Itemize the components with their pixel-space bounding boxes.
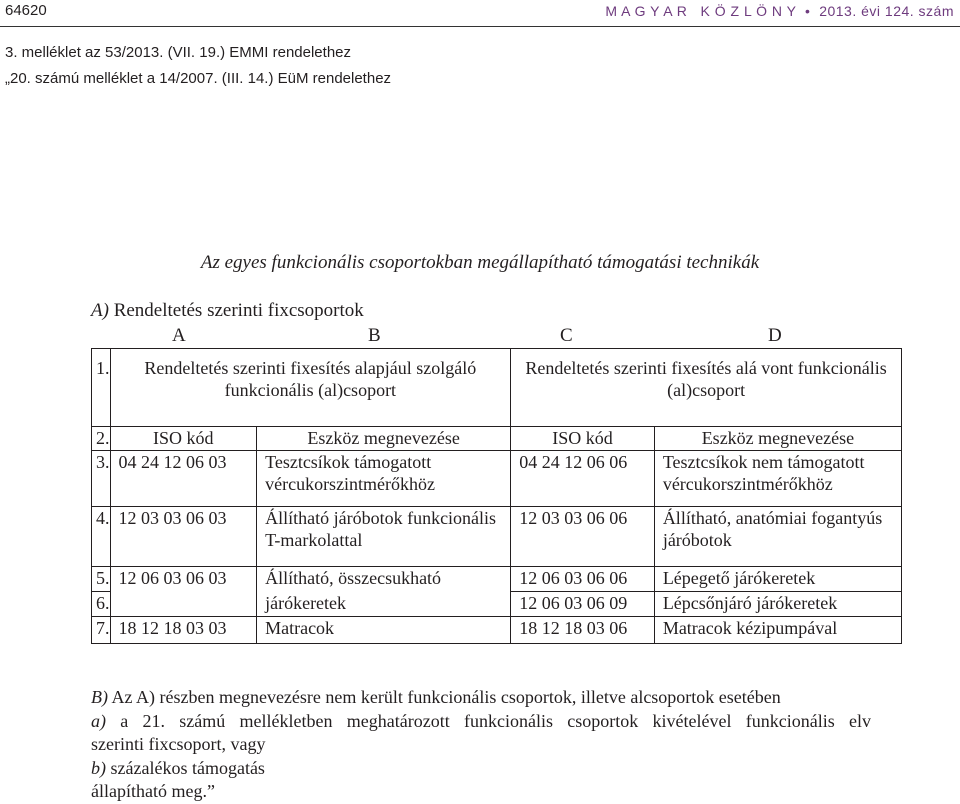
document-title: Az egyes funkcionális csoportokban megállapítható támogatási technikák xyxy=(200,252,760,273)
closing-line: állapítható meg.” xyxy=(91,781,215,801)
iso-code: 04 24 12 06 03 xyxy=(110,451,257,507)
iso-code: 18 12 18 03 03 xyxy=(110,617,257,644)
row-number: 1. xyxy=(92,349,111,427)
iso-code: 12 06 03 06 06 xyxy=(511,567,655,592)
header-rule xyxy=(0,26,960,27)
iso-code: 12 06 03 06 09 xyxy=(511,592,655,617)
journal-title: M A G Y A R K Ö Z L Ö N Y • 2013. évi 124. szám xyxy=(605,3,954,19)
iso-code: 04 24 12 06 06 xyxy=(511,451,655,507)
iso-code: 12 03 03 06 03 xyxy=(110,507,257,567)
device-name: Állítható, anatómiai fogantyús járóbotok xyxy=(654,507,901,567)
section-b-line: Az A) részben megnevezésre nem került funkcionális csoportok, illetve alcsoportok esetében xyxy=(108,687,781,707)
item-a-text: a 21. számú mellékletben meghatározott funkcionális csoportok kivételével funkcionális elv xyxy=(106,710,871,731)
table-row xyxy=(92,427,902,451)
row-number: 3. xyxy=(92,451,111,507)
column-label-c: C xyxy=(560,325,573,346)
section-b xyxy=(91,686,871,804)
item-b-prefix: b) xyxy=(91,757,106,778)
row-number: 2. xyxy=(92,427,111,451)
device-name: Állítható járóbotok funkcionális T-markolattal xyxy=(257,507,511,567)
row-number: 4. xyxy=(92,507,111,567)
column-header-name: Eszköz megnevezése xyxy=(654,427,901,451)
base-group-header: Rendeltetés szerinti fixesítés alapjául szolgáló funkcionális (al)csoport xyxy=(110,349,511,427)
table-row xyxy=(92,451,902,507)
row-number: 5. xyxy=(92,567,111,592)
annex-reference: „20. számú melléklet a 14/2007. (III. 14.) EüM rendelethez xyxy=(5,70,392,87)
annex-reference: 3. melléklet az 53/2013. (VII. 19.) EMMI rendelethez xyxy=(5,44,352,61)
iso-code xyxy=(110,592,257,617)
device-name: Matracok kézipumpával xyxy=(654,617,901,644)
fixed-groups-table xyxy=(91,348,902,644)
table-row xyxy=(92,507,902,567)
table-row xyxy=(92,592,902,617)
device-name: járókeretek xyxy=(257,592,511,617)
device-name: Állítható, összecsukható xyxy=(257,567,511,592)
section-a-text: Rendeltetés szerinti fixcsoportok xyxy=(108,300,364,321)
row-number: 7. xyxy=(92,617,111,644)
column-header-name: Eszköz megnevezése xyxy=(257,427,511,451)
section-b-intro xyxy=(91,686,871,710)
page-header xyxy=(0,0,960,36)
iso-code: 12 06 03 06 03 xyxy=(110,567,257,592)
page-number: 64620 xyxy=(5,2,47,19)
section-b-prefix: B) xyxy=(91,687,108,707)
column-header-iso: ISO kód xyxy=(110,427,257,451)
section-a-prefix: A) xyxy=(91,300,109,321)
column-header-iso: ISO kód xyxy=(511,427,655,451)
row-number: 6. xyxy=(92,592,111,617)
fixed-group-header: Rendeltetés szerinti fixesítés alá vont funkcionális (al)csoport xyxy=(511,349,902,427)
item-a xyxy=(91,710,871,734)
column-label-d: D xyxy=(768,325,782,346)
item-a-prefix: a) xyxy=(91,710,106,731)
iso-code: 12 03 03 06 06 xyxy=(511,507,655,567)
section-a-heading xyxy=(91,300,364,322)
item-b xyxy=(91,757,871,781)
item-a-continuation: szerinti fixcsoport, vagy xyxy=(91,734,266,754)
device-name: Lépegető járókeretek xyxy=(654,567,901,592)
column-label-b: B xyxy=(368,325,381,346)
table-row xyxy=(92,617,902,644)
device-name: Lépcsőnjáró járókeretek xyxy=(654,592,901,617)
item-b-text: százalékos támogatás xyxy=(106,757,265,778)
device-name: Tesztcsíkok nem támogatott vércukorszintmérőkhöz xyxy=(654,451,901,507)
device-name: Matracok xyxy=(257,617,511,644)
table-row xyxy=(92,349,902,427)
table-row xyxy=(92,567,902,592)
iso-code: 18 12 18 03 06 xyxy=(511,617,655,644)
column-label-a: A xyxy=(172,325,186,346)
device-name: Tesztcsíkok támogatott vércukorszintmérőkhöz xyxy=(257,451,511,507)
